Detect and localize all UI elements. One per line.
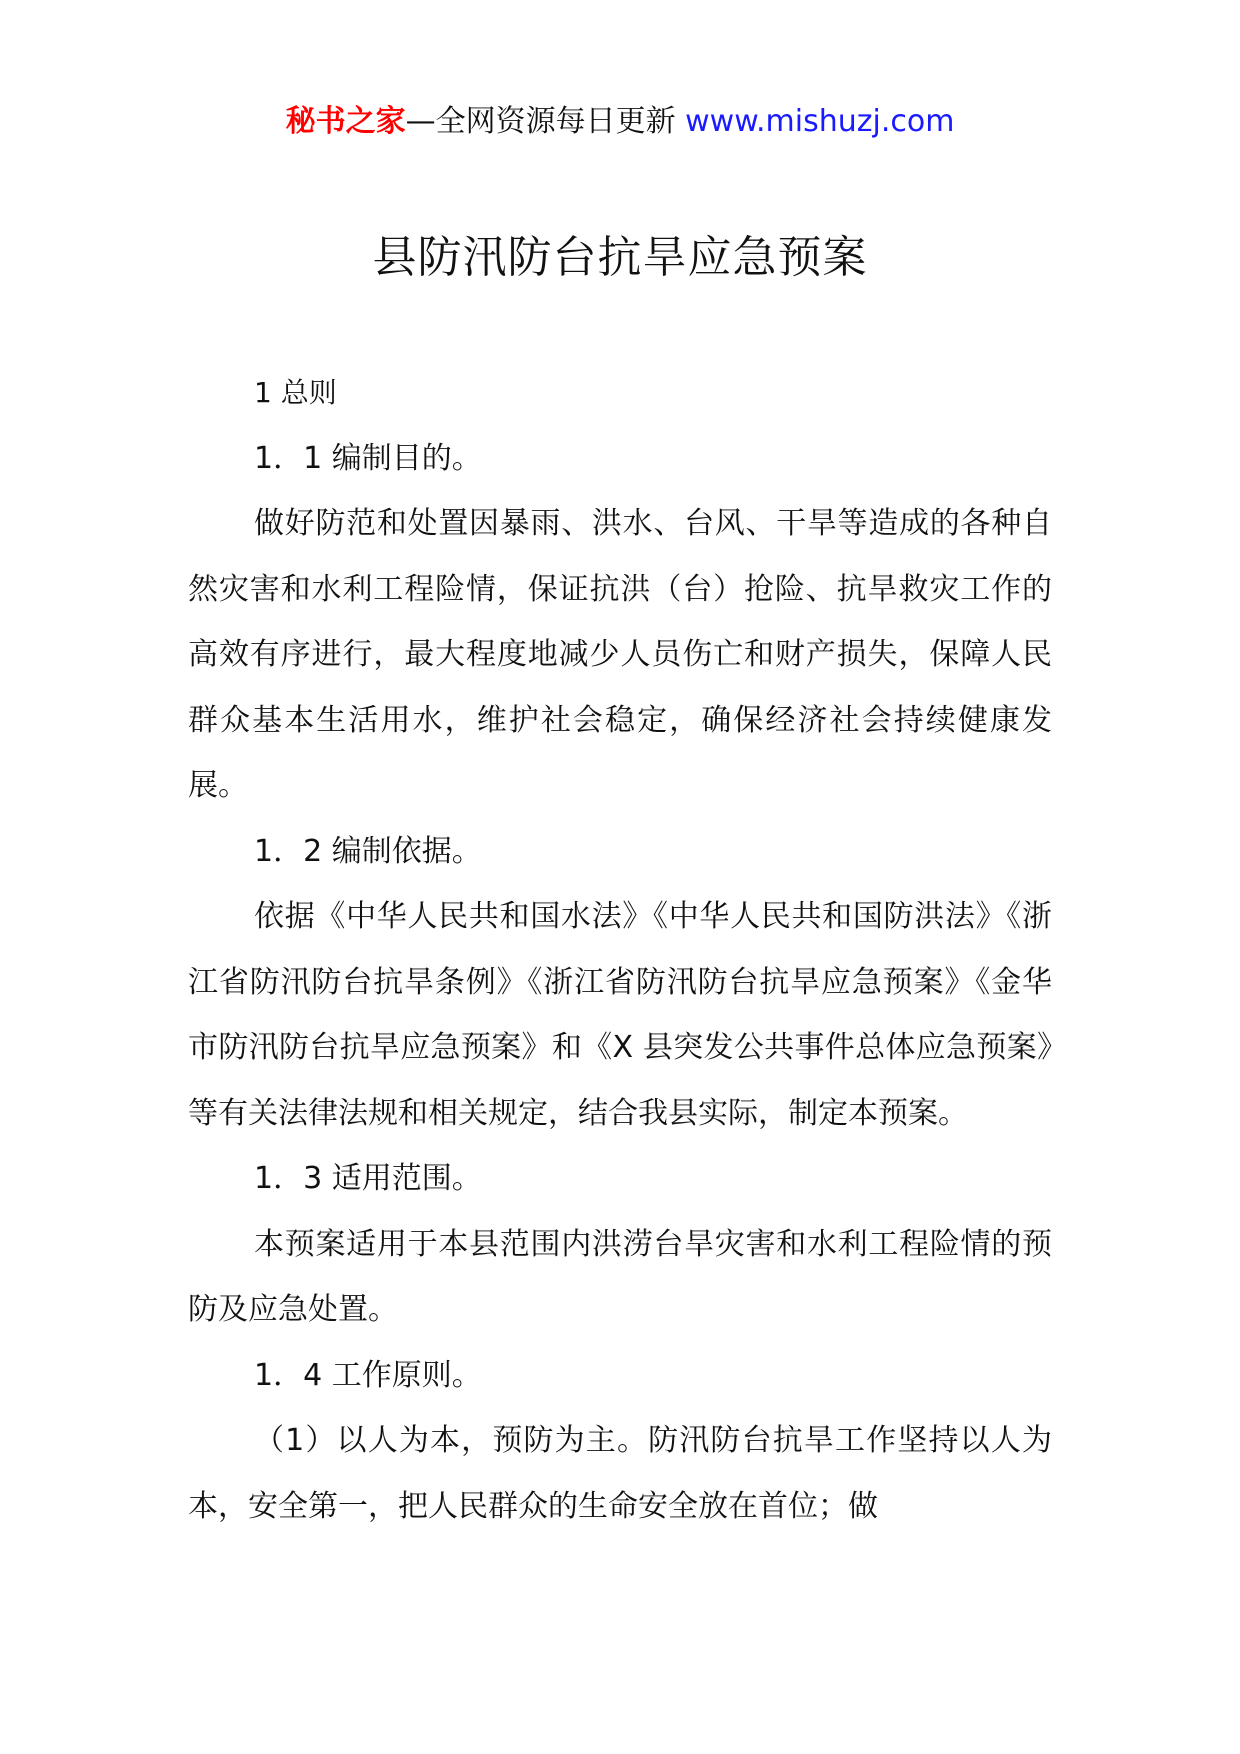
subsection-heading: 1．4 工作原则。: [254, 1357, 482, 1393]
brand-name: 秘书之家: [285, 104, 406, 139]
document-title: 县防汛防台抗旱应急预案: [372, 232, 868, 283]
section-heading: 1 总则: [254, 376, 337, 409]
body-paragraph: （1）以人为本，预防为主。防汛防台抗旱工作坚持以人为本，安全第一，把人民群众的生命安全放在首位；做: [188, 1423, 1052, 1524]
body-paragraph: 本预案适用于本县范围内洪涝台旱灾害和水利工程险情的预防及应急处置。: [188, 1226, 1052, 1327]
subsection-heading: 1．1 编制目的。: [254, 440, 482, 476]
header-banner: [0, 100, 1240, 144]
body-paragraph: 依据《中华人民共和国水法》《中华人民共和国防洪法》《浙江省防汛防台抗旱条例》《浙江省防汛防台抗旱应急预案》《金华市防汛防台抗旱应急预案》和《X 县突发公共事件总体应急预案》等有关法律法规和相关规定，结合我县实际，制定本预案。: [188, 899, 1052, 1131]
subsection-heading: 1．2 编制依据。: [254, 833, 482, 869]
header-slogan: —全网资源每日更新: [405, 104, 686, 139]
subsection-heading: 1．3 适用范围。: [254, 1161, 482, 1196]
document-body: [188, 360, 1052, 1539]
body-paragraph: 做好防范和处置因暴雨、洪水、台风、干旱等造成的各种自然灾害和水利工程险情，保证抗洪（台）抢险、抗旱救灾工作的高效有序进行，最大程度地减少人员伤亡和财产损失，保障人民群众基本生活用水，维护社会稳定，确保经济社会持续健康发展。: [188, 506, 1052, 803]
site-url[interactable]: www.mishuzj.com: [685, 104, 955, 139]
